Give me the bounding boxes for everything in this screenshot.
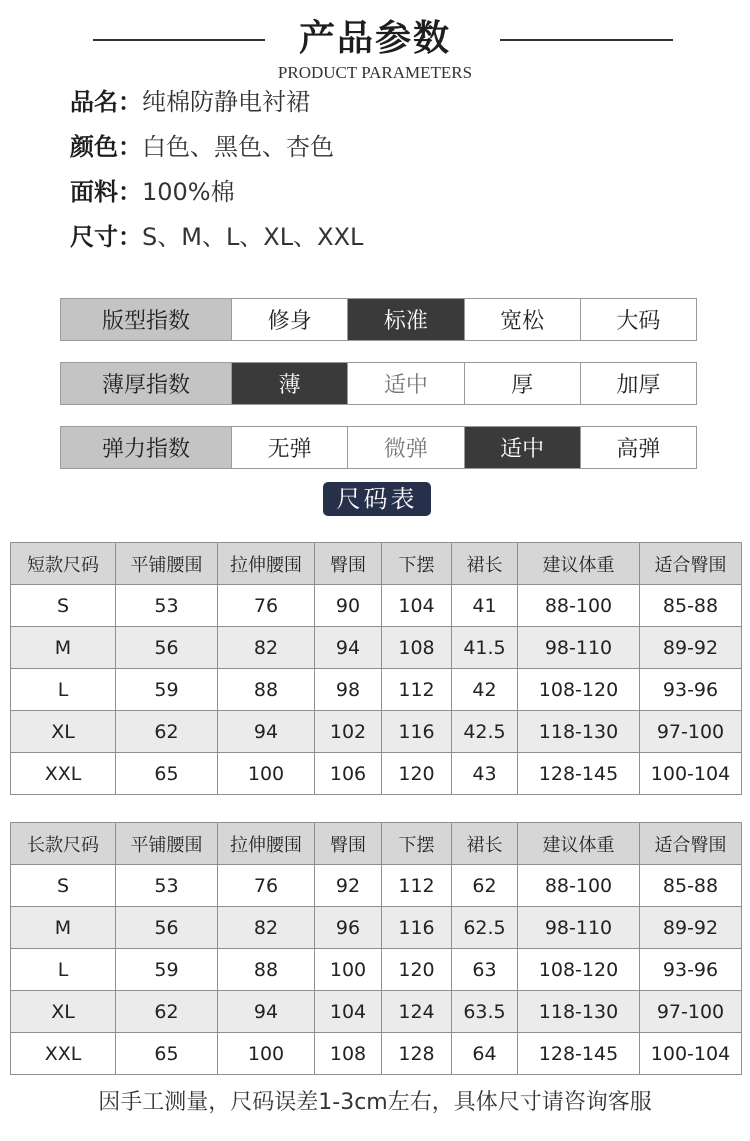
column-header: 建议体重	[518, 543, 640, 585]
column-header: 适合臀围	[640, 823, 742, 865]
index-option: 适中	[347, 363, 463, 404]
index-label: 弹力指数	[61, 427, 231, 468]
table-cell: 97-100	[640, 711, 742, 753]
param-value: 纯棉防静电衬裙	[142, 88, 310, 116]
table-cell: 100	[218, 1033, 315, 1075]
table-cell: 93-96	[640, 669, 742, 711]
index-option-selected: 薄	[231, 363, 347, 404]
param-value: S、M、L、XL、XXL	[142, 223, 364, 251]
table-cell: 116	[382, 907, 452, 949]
elasticity-index-row	[60, 426, 697, 469]
param-label: 品名：	[70, 88, 142, 116]
column-header: 臀围	[315, 823, 382, 865]
page-title: 产品参数	[298, 18, 451, 59]
table-cell: 116	[382, 711, 452, 753]
index-option: 加厚	[580, 363, 696, 404]
column-header: 长款尺码	[11, 823, 116, 865]
index-option: 高弹	[580, 427, 696, 468]
table-cell: XXL	[11, 753, 116, 795]
table-cell: 108	[382, 627, 452, 669]
table-cell: 90	[315, 585, 382, 627]
index-option-selected: 适中	[464, 427, 580, 468]
column-header: 拉伸腰围	[218, 823, 315, 865]
table-cell: 62	[116, 991, 218, 1033]
index-indicators	[60, 298, 697, 490]
table-cell: M	[11, 627, 116, 669]
table-row	[11, 949, 742, 991]
measurement-note: 因手工测量，尺码误差1-3cm左右，具体尺寸请咨询客服	[98, 1090, 652, 1115]
param-row-color	[70, 129, 363, 174]
table-cell: 104	[382, 585, 452, 627]
column-header: 裙长	[452, 543, 518, 585]
table-header-row	[11, 543, 742, 585]
table-cell: 108-120	[518, 949, 640, 991]
table-cell: 124	[382, 991, 452, 1033]
table-row	[11, 1033, 742, 1075]
column-header: 臀围	[315, 543, 382, 585]
table-cell: 112	[382, 865, 452, 907]
table-cell: 41	[452, 585, 518, 627]
index-label: 薄厚指数	[61, 363, 231, 404]
table-cell: 59	[116, 949, 218, 991]
table-cell: 128	[382, 1033, 452, 1075]
table-cell: 63.5	[452, 991, 518, 1033]
table-row	[11, 991, 742, 1033]
table-cell: L	[11, 669, 116, 711]
table-cell: XXL	[11, 1033, 116, 1075]
table-cell: 94	[218, 991, 315, 1033]
index-option: 厚	[464, 363, 580, 404]
column-header: 建议体重	[518, 823, 640, 865]
table-row	[11, 865, 742, 907]
table-cell: 100	[218, 753, 315, 795]
table-cell: 92	[315, 865, 382, 907]
table-cell: 65	[116, 1033, 218, 1075]
index-option-selected: 标准	[347, 299, 463, 340]
param-label: 尺寸：	[70, 223, 142, 251]
param-label: 颜色：	[70, 133, 142, 161]
column-header: 下摆	[382, 543, 452, 585]
table-row	[11, 907, 742, 949]
index-option: 宽松	[464, 299, 580, 340]
short-size-table	[10, 542, 742, 795]
table-cell: 98-110	[518, 907, 640, 949]
table-cell: 120	[382, 949, 452, 991]
table-cell: 42.5	[452, 711, 518, 753]
column-header: 平铺腰围	[116, 823, 218, 865]
table-cell: 94	[218, 711, 315, 753]
index-option: 大码	[580, 299, 696, 340]
table-cell: 102	[315, 711, 382, 753]
table-cell: 65	[116, 753, 218, 795]
column-header: 拉伸腰围	[218, 543, 315, 585]
table-cell: XL	[11, 711, 116, 753]
header-divider-right	[500, 39, 673, 41]
table-cell: 94	[315, 627, 382, 669]
table-cell: M	[11, 907, 116, 949]
table-cell: 118-130	[518, 991, 640, 1033]
table-cell: S	[11, 585, 116, 627]
table-cell: 82	[218, 627, 315, 669]
table-cell: 97-100	[640, 991, 742, 1033]
table-cell: 85-88	[640, 865, 742, 907]
table-cell: 62	[452, 865, 518, 907]
table-header-row	[11, 823, 742, 865]
table-cell: 128-145	[518, 1033, 640, 1075]
index-option: 无弹	[231, 427, 347, 468]
table-cell: 108-120	[518, 669, 640, 711]
index-label: 版型指数	[61, 299, 231, 340]
column-header: 短款尺码	[11, 543, 116, 585]
table-cell: 82	[218, 907, 315, 949]
param-row-fabric	[70, 174, 363, 219]
product-params	[70, 84, 363, 264]
param-value: 白色、黑色、杏色	[142, 133, 334, 161]
table-cell: 56	[116, 907, 218, 949]
table-cell: 76	[218, 585, 315, 627]
table-cell: 64	[452, 1033, 518, 1075]
table-cell: 120	[382, 753, 452, 795]
table-cell: 100-104	[640, 1033, 742, 1075]
table-cell: 88-100	[518, 865, 640, 907]
param-row-size	[70, 219, 363, 264]
page-subtitle: PRODUCT PARAMETERS	[277, 63, 473, 82]
table-cell: 85-88	[640, 585, 742, 627]
table-cell: 112	[382, 669, 452, 711]
table-cell: 98-110	[518, 627, 640, 669]
table-cell: L	[11, 949, 116, 991]
table-cell: 89-92	[640, 627, 742, 669]
table-cell: 88-100	[518, 585, 640, 627]
table-cell: 56	[116, 627, 218, 669]
table-cell: 63	[452, 949, 518, 991]
table-cell: 100-104	[640, 753, 742, 795]
table-cell: 62	[116, 711, 218, 753]
param-row-name	[70, 84, 363, 129]
fit-index-row	[60, 298, 697, 341]
size-chart-title: 尺码表	[323, 482, 431, 516]
table-cell: 43	[452, 753, 518, 795]
table-cell: 108	[315, 1033, 382, 1075]
param-value: 100%棉	[142, 178, 235, 206]
index-option: 微弹	[347, 427, 463, 468]
table-cell: 88	[218, 949, 315, 991]
long-size-table	[10, 822, 742, 1075]
table-cell: 89-92	[640, 907, 742, 949]
table-cell: 100	[315, 949, 382, 991]
table-cell: 59	[116, 669, 218, 711]
column-header: 下摆	[382, 823, 452, 865]
table-cell: XL	[11, 991, 116, 1033]
table-row	[11, 753, 742, 795]
table-row	[11, 711, 742, 753]
table-cell: S	[11, 865, 116, 907]
column-header: 裙长	[452, 823, 518, 865]
table-cell: 53	[116, 865, 218, 907]
param-label: 面料：	[70, 178, 142, 206]
table-row	[11, 585, 742, 627]
column-header: 适合臀围	[640, 543, 742, 585]
table-cell: 98	[315, 669, 382, 711]
table-cell: 41.5	[452, 627, 518, 669]
table-cell: 128-145	[518, 753, 640, 795]
thickness-index-row	[60, 362, 697, 405]
table-cell: 76	[218, 865, 315, 907]
page-header	[0, 0, 750, 95]
table-cell: 62.5	[452, 907, 518, 949]
table-row	[11, 627, 742, 669]
table-cell: 88	[218, 669, 315, 711]
table-cell: 104	[315, 991, 382, 1033]
table-cell: 118-130	[518, 711, 640, 753]
table-cell: 93-96	[640, 949, 742, 991]
column-header: 平铺腰围	[116, 543, 218, 585]
table-cell: 106	[315, 753, 382, 795]
table-cell: 42	[452, 669, 518, 711]
table-row	[11, 669, 742, 711]
index-option: 修身	[231, 299, 347, 340]
table-cell: 96	[315, 907, 382, 949]
table-cell: 53	[116, 585, 218, 627]
